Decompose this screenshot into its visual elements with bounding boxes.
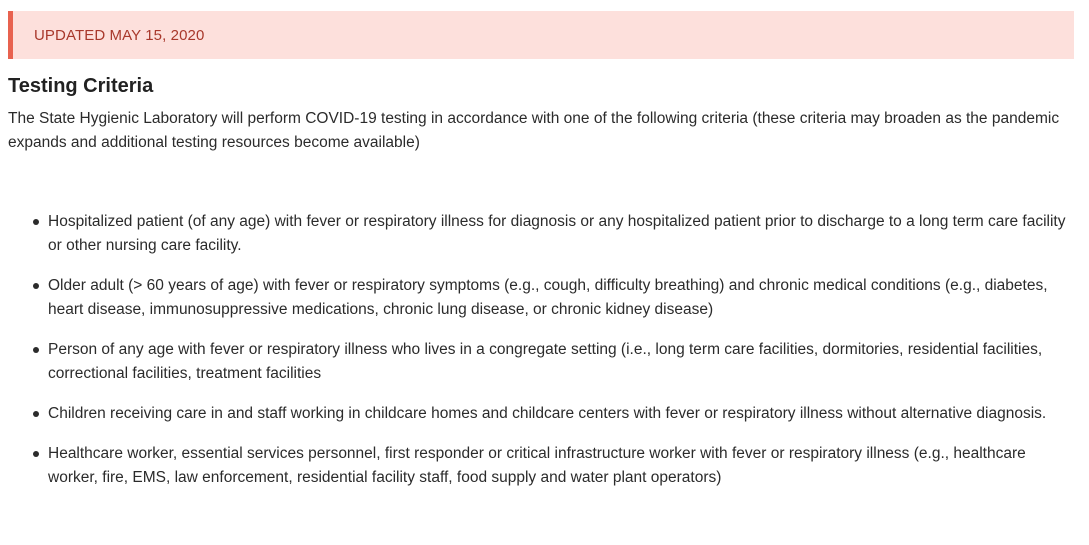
list-item-text: Hospitalized patient (of any age) with fever or respiratory illness for diagnosis or any hospitalized patient prior to discharge to a long term care facility or other nursing care facility. bbox=[48, 213, 1066, 254]
list-item-text: Person of any age with fever or respiratory illness who lives in a congregate setting (i.e., long term care facilities, dormitories, residential facilities, correctional facilities, treatment facilities bbox=[48, 341, 1043, 382]
list-item bbox=[8, 402, 1073, 426]
bullet-icon bbox=[33, 219, 39, 225]
intro-paragraph: The State Hygienic Laboratory will perform COVID-19 testing in accordance with one of the following criteria (these criteria may broaden as the pandemic expands and additional testing resources become available) bbox=[8, 110, 1060, 151]
section-title: Testing Criteria bbox=[8, 75, 154, 97]
bullet-icon bbox=[33, 451, 39, 457]
list-item bbox=[8, 210, 1073, 258]
list-item-text: Children receiving care in and staff working in childcare homes and childcare centers with fever or respiratory illness without alternative diagnosis. bbox=[48, 405, 1047, 422]
bullet-icon bbox=[33, 411, 39, 417]
list-item bbox=[8, 338, 1073, 386]
list-item-text: Healthcare worker, essential services personnel, first responder or critical infrastructure worker with fever or respiratory illness (e.g., healthcare worker, fire, EMS, law enforcement, residential facility staff, food supply and water plant operators) bbox=[48, 445, 1026, 486]
bullet-icon bbox=[33, 283, 39, 289]
bullet-icon bbox=[33, 347, 39, 353]
update-banner bbox=[8, 11, 1074, 59]
list-item-text: Older adult (> 60 years of age) with fever or respiratory symptoms (e.g., cough, difficulty breathing) and chronic medical conditions (e.g., diabetes, heart disease, immunosuppressive medications, chronic lung disease, or chronic kidney disease) bbox=[48, 277, 1048, 318]
list-item bbox=[8, 442, 1073, 490]
list-item bbox=[8, 274, 1073, 322]
criteria-list bbox=[8, 210, 1073, 506]
update-date-text: UPDATED MAY 15, 2020 bbox=[34, 26, 205, 44]
